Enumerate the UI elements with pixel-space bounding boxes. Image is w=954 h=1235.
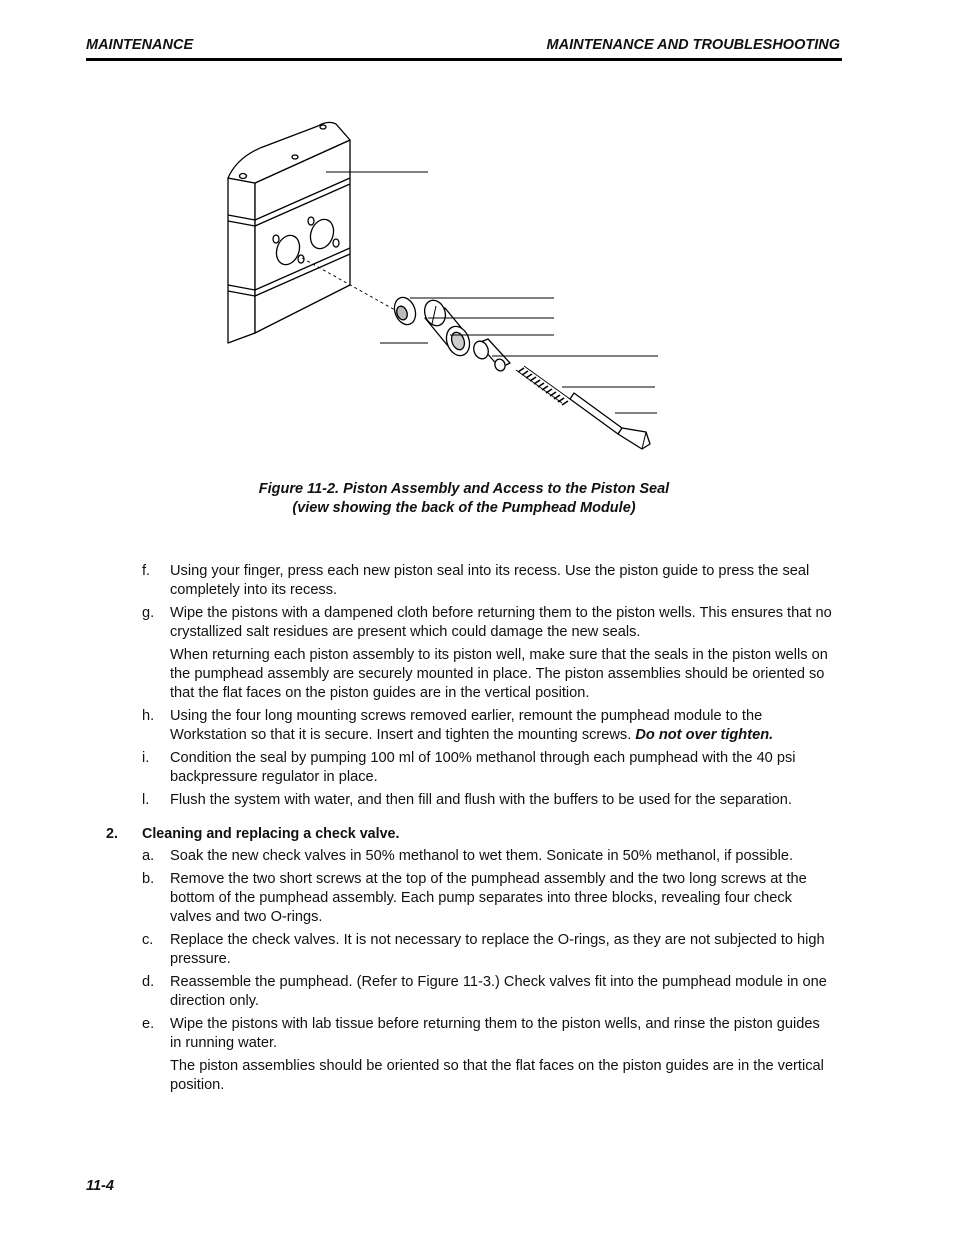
header-chapter-title: MAINTENANCE AND TROUBLESHOOTING	[546, 37, 840, 53]
piston-guide-drawing	[421, 297, 473, 358]
step-text: Wipe the pistons with lab tissue before returning them to the piston wells, and rinse the piston guides in running water.	[170, 1016, 820, 1051]
step-label: l.	[142, 792, 150, 808]
piston-drawing	[570, 393, 650, 449]
procedure-text	[0, 562, 954, 1099]
section-number: 2.	[106, 826, 118, 842]
step-label: i.	[142, 750, 150, 766]
step-label: c.	[142, 932, 154, 948]
step-text: Using your finger, press each new piston seal into its recess. Use the piston guide to press the seal completely into its recess.	[170, 563, 810, 598]
figure-caption-line-1: Figure 11-2. Piston Assembly and Access to the Piston Seal	[258, 481, 670, 497]
step-text: Reassemble the pumphead. (Refer to Figure 11-3.) Check valves fit into the pumphead module in one direction only.	[170, 974, 827, 1009]
step-a	[0, 847, 834, 866]
step-warning: Do not over tighten.	[635, 727, 774, 743]
step-text: Flush the system with water, and then fill and flush with the buffers to be used for the separation.	[170, 792, 792, 808]
step-c	[0, 931, 834, 969]
step-label: f.	[142, 563, 151, 579]
step-d	[0, 973, 834, 1011]
pumphead-module-drawing	[228, 122, 350, 343]
header-section-title: MAINTENANCE	[86, 37, 194, 53]
step-b	[0, 870, 834, 927]
step-text: Using the four long mounting screws removed earlier, remount the pumphead module to the Workstation so that it is secure. Insert and tighten the mounting screws.	[170, 708, 763, 743]
step-label: e.	[142, 1016, 155, 1032]
page-number: 11-4	[86, 1178, 114, 1194]
step-label: d.	[142, 974, 155, 990]
section-heading	[0, 825, 834, 844]
step-text: Wipe the pistons with a dampened cloth before returning them to the piston wells. This ensures that no crystallized salt residues are present which could damage the new seals.	[170, 605, 832, 640]
step-f	[0, 562, 834, 600]
step-e-note: The piston assemblies should be oriented so that the flat faces on the piston guides are in the vertical position.	[170, 1058, 824, 1093]
spring-drawing	[516, 366, 570, 405]
step-g-note: When returning each piston assembly to its piston well, make sure that the seals in the piston wells on the pumphead assembly are securely mounted in place. The piston assemblies should be oriented so that the flat faces on the piston guides are in the vertical position.	[170, 647, 828, 701]
figure-caption	[86, 480, 842, 518]
step-g	[0, 604, 834, 642]
step-text: Replace the check valves. It is not necessary to replace the O-rings, as they are not subjected to high pressure.	[170, 932, 825, 967]
callout-leader-lines	[326, 172, 658, 413]
step-label: b.	[142, 871, 155, 887]
piston-assembly-figure	[210, 110, 680, 465]
figure-caption-line-2: (view showing the back of the Pumphead Module)	[292, 500, 636, 516]
step-h	[0, 707, 834, 745]
section-title: Cleaning and replacing a check valve.	[142, 826, 400, 842]
step-l	[0, 791, 834, 810]
step-text: Remove the two short screws at the top of the pumphead assembly and the two long screws at the bottom of the pumphead assembly. Each pump separates into three blocks, revealing four check valves and two O-rings.	[170, 871, 807, 925]
step-e	[0, 1015, 834, 1053]
step-i	[0, 749, 834, 787]
step-text: Condition the seal by pumping 100 ml of 100% methanol through each pumphead with the 40 psi backpressure regulator in place.	[170, 750, 796, 785]
step-label: a.	[142, 848, 155, 864]
page-header	[86, 36, 842, 61]
piston-seal-drawing	[391, 294, 419, 327]
step-text: Soak the new check valves in 50% methanol to wet them. Sonicate in 50% methanol, if possible.	[170, 848, 794, 864]
step-label: h.	[142, 708, 155, 724]
step-label: g.	[142, 605, 155, 621]
